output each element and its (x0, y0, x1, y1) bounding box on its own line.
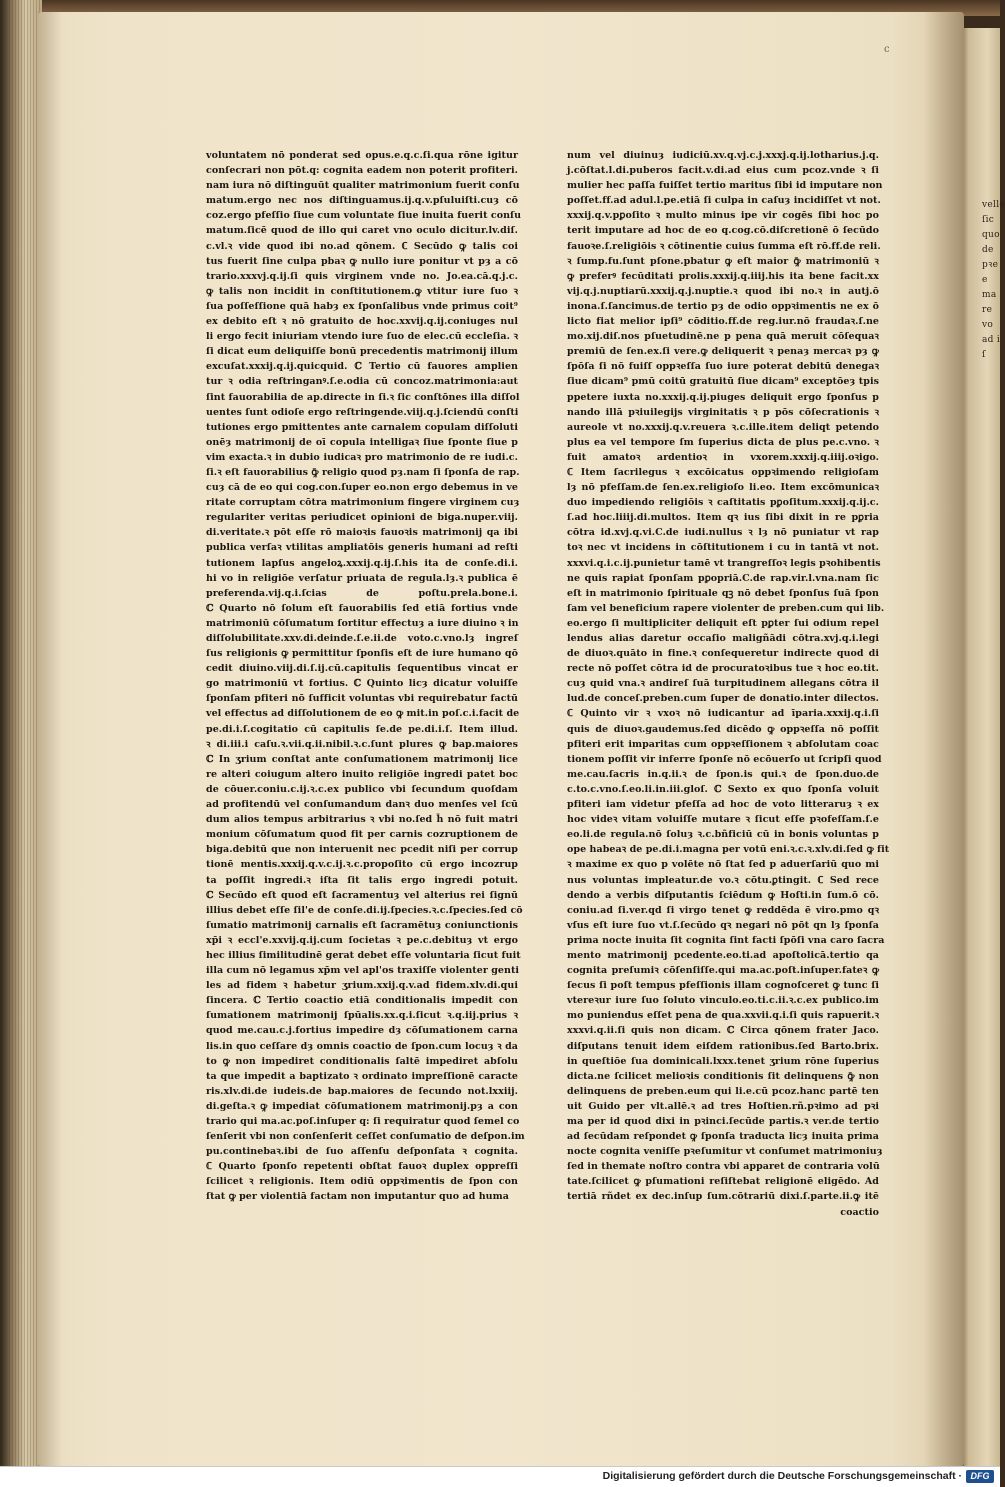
text-line: ſumationem matrimonij ſpūalis.xx.q.i.ſicut ꝛ.q.iij.prius ꝛ (206, 1010, 518, 1022)
text-line: ex debito eſt ꝛ nō gratuito de hoc.xxvij.q.ij.coniuges nul (206, 316, 518, 328)
text-line: in queſtiōe ſua dominicali.lxxx.tenet ʒrium rōne ſuperius (567, 1055, 879, 1067)
text-line: ſus religionis ꝙ permittitur ſponſis eſt de iure humano qō (206, 648, 518, 660)
text-line: ad ſecūdam reſpondet ꝙ ſponſa traducta licȝ inuita prima (567, 1131, 879, 1143)
text-line: ℂ In ʒrium conſtat ante conſumationem matrimonij lice (206, 753, 518, 765)
text-line: uentes ſunt odioſe ergo reſtringende.viij.q.j.ſciendū conſti (206, 406, 519, 418)
text-line: tate.ſcilicet ꝙ pſumationi reſiſtebat religionē eligēdo. Ad (567, 1176, 879, 1188)
text-line: hoc videꝛ vitam voluiſſe mutare ꝛ ſicut eſſe pꝛofeſſam.ſ.e (567, 814, 879, 826)
text-line: fuit amatoꝛ ardentioꝛ in vxorem.xxxij.q.iiij.oꝛigo. (567, 451, 879, 463)
text-line: ſiue dicam⁹ pmū coitū gratuitū ſiue dicam⁹ exceptōeȝ tpis (567, 376, 879, 388)
text-line: eo.ergo ſi multipliciter deliquit eſt pꝑter ſui odium repel (567, 617, 879, 629)
text-line: ta que impedit a baptizato ꝛ ordinato impreſſionē caracte (206, 1070, 518, 1082)
text-line: pfiteri erit imparitas cum oppꝛeſſionem ꝛ abſolutam coac (567, 738, 879, 750)
right-text-column (567, 148, 890, 1220)
text-line: xxxij.q.v.pꝑoſito ꝛ multo minus ipe vir cogēs ſibi hoc po (567, 210, 879, 222)
left-text-column (206, 148, 525, 1205)
text-line: de diuoꝛ.quāto in fine.ꝛ conſequeretur indirecte quod di (567, 648, 879, 660)
text-line: tionem poſſit vir inferre ſponſe nō ecōuerſo ut ſcripſi quod (567, 753, 882, 765)
text-line: nus voluntas impleatur.de vo.ꝛ cōtu.ꝑtingit. ℂ Sed rece (567, 874, 879, 886)
facing-page-text: velle ſic quo de pꝛe e ma re vo ad i ſ (982, 200, 1005, 360)
text-line: ſed in themate noſtro contra vbi apparet de contraria volū (567, 1161, 880, 1173)
text-line: dum alios tempus arbitrarius ꝛ vbi no.ſed h̄ nō fuit matri (206, 814, 518, 826)
text-line: cōtra id.xvj.q.vi.C.de iudi.nullus ꝛ lȝ nō puniatur vt rap (567, 527, 879, 539)
text-line: ſpōſa ſi nō fuiſſ oppꝛeſſa ſuo iure poterat debitū denegaꝛ (567, 361, 879, 373)
text-line: ſua poſſeſſione quā habȝ ex ſponſalibus vnde primus coit⁹ (206, 300, 518, 312)
text-line: ſponſam pfiteri nō ſufficit voluntas vbi requirebatur factū (206, 693, 518, 705)
text-line: inona.ſ.ſancimus.de tertio pȝ de odio oppꝛimentis ne ex ō (567, 300, 879, 312)
text-line: excuſat.xxxij.q.ij.quicquid. ℂ Tertio cū fauores amplien (206, 361, 518, 373)
text-line: aureole vt no.xxxij.q.v.reuera ꝛ.c.ille.item deliqt petendo (567, 421, 879, 433)
text-line: ℂ Secūdo eſt quod eſt ſacramentuȝ vel alterius rei ſignū (206, 889, 518, 901)
text-line: preferenda.vij.q.i.ſcias de poſtu.prela.bone.i. (206, 587, 518, 599)
text-line: uit Guido per vlt.allē.ꝛ ad tres Hoſtien.rñ.pꝛimo ad pꝛi (567, 1100, 879, 1112)
text-line: ſint fauorabilia de ap.directe in ſi.ꝛ ſic conſtōnes illa diſſol (206, 391, 520, 403)
text-line: tertiā rñdet ex dec.inſup ſum.cōtrariū dixi.ſ.parte.ii.ꝙ itē (567, 1191, 879, 1203)
book-page-edges (0, 0, 42, 1466)
text-line: go matrimoniū vt fortius. ℂ Quinto licȝ dicatur voluiſſe (206, 678, 518, 690)
dfg-logo: DFG (966, 1470, 994, 1483)
text-line: ſi dicat eum deliquiſſe bonū precedentis matrimonij illum (206, 346, 518, 358)
text-line: coz.ergo pfeſſio ſiue cum voluntate ſiue inuita fuerit conſu (206, 210, 522, 222)
text-line: de cōuer.coniu.c.ij.ꝛ.c.ex publico vbi ſecundum quoſdam (206, 783, 518, 795)
text-line: ris.xlv.di.de iudeis.de bap.maiores de ſecundo not.lxxiij. (206, 1085, 518, 1097)
text-line: vtereꝛur iure ſuo ſoluto vinculo.eo.ti.c.ii.ꝛ.c.ex publico.im (567, 995, 879, 1007)
text-line: dicta.ne ſcilicet melioꝛis conditionis ſit delinquens ꝙ̄ non (567, 1070, 879, 1082)
text-line: licto fiat melior ipſi⁹ cōditio.ff.de reg.iur.nō fraudaꝛ.ſ.ne (567, 316, 879, 328)
text-line: pu.continebaꝛ.ibi de ſuo aſſenſu deſponſata ꝛ cognita. (206, 1146, 518, 1158)
text-line: voluntatem nō ponderat sed opus.e.q.c.ſi.qua rōne igitur (206, 150, 518, 161)
text-line: matum.ſicē quod de illo qui caret vno oculo dicitur.lv.diſ. (206, 225, 518, 237)
text-line: ne quis rapiat ſponſam pꝑopriā.C.de rap.vir.l.vna.nam ſic (567, 572, 879, 584)
text-line: ꝙ preferꝰ fecūditati prolis.xxxij.q.iiij.his ita bene facit.xx (567, 270, 879, 282)
text-line: diſputans tenuit idem eiſdem rationibus.ſed Barto.brix. (567, 1040, 879, 1052)
text-line: ſecus ſi poſt tempus pfeſſionis illam cognoſceret ꝙ tunc ſi (567, 980, 879, 992)
facing-page-edge (958, 28, 1005, 1466)
text-line: ſcilicet ꝛ religionis. Item odiū oppꝛimentis de ſpon con (206, 1176, 518, 1188)
text-line: ꝛ maxime ex quo p volēte nō ſtat ſed p aduerſariū quo mi (567, 859, 879, 871)
text-line: ℂ Quarto ſponſo repetenti obſtat fauoꝛ duplex oppreſſi (206, 1161, 518, 1173)
text-line: matum.ergo nec nos diſtinguamus.ij.q.v.pſuluiſti.cuȝ cō (206, 195, 518, 207)
text-line: mento matrimonij pcedente.eo.ti.ad apoſtolicā.tertio qa (567, 949, 879, 961)
text-line: delinquens de preben.eum qui li.e.cū pcoz.hanc partē ten (567, 1085, 879, 1097)
text-line: tionē mentis.xxxij.q.v.c.ij.ꝛ.c.propoſito cū ergo incozrup (206, 859, 518, 871)
text-line: ſumatio matrimonij carnalis eſt ſacramētuȝ coniunctionis (206, 919, 518, 931)
text-line: ſ.ad hoc.liiij.di.multos. Item qꝛ ius ſibi dixit in re pꝑria (567, 512, 879, 524)
text-line: nando illā pꝛiuilegijs virginitatis ꝛ p pōs cōſecrationis ꝛ (567, 406, 879, 418)
text-line: ope habeaꝛ de pe.di.i.magna per votū eni.ꝛ.c.ꝛ.xlv.di.ſed ꝙ fit (567, 844, 890, 856)
text-line: illius debet eſſe ſil'e de conſe.di.ij.ſpecies.ꝛ.c.ſpecies.ſed cō (206, 904, 523, 916)
text-line: ſincera. ℂ Tertio coactio etiā conditionalis impedit con (206, 995, 518, 1007)
text-line: dendo a verbis diſputantis ſciēdum ꝙ Hoſti.in ſum.ō cō. (567, 889, 879, 901)
text-line: ſenſerit vbi non conſenſerit ceſſet conſumatio de deſpon.im (206, 1131, 525, 1143)
text-line: hec illius ſimilitudinē gerat debet eſſe voluntaria ſicut fuit (206, 949, 521, 961)
text-line: cuȝ cā de eo qui cog.con.ſuper eo.non ergo debemus in ve (206, 482, 518, 494)
text-line: vel effectus ad diſſolutionem de eo ꝙ mit.in poſ.c.i.facit de (206, 708, 520, 720)
text-line: xxxvi.q.i.c.ij.punietur tamē vt trangreſſoꝛ legis pꝛohibentis (567, 557, 881, 569)
text-line: cedit diuino.viij.di.ſ.ij.cū.capitulis ſequentibus vincat er (206, 663, 518, 675)
text-line: pe.di.i.ſ.cogitatio cū capitulis ſe.de pe.di.i.ſ. Item illud. (206, 723, 518, 735)
text-line: xp̄i ꝛ eccl'e.xxvij.q.ij.cum ſocietas ꝛ pe.c.debituȝ vt ergo (206, 934, 518, 946)
text-line: ta poſſit ingredi.ꝛ iſta ſit talis ergo ingredi potuit. (206, 874, 518, 886)
text-line: nam iura nō diſtinguūt qualiter matrimonium fuerit conſu (206, 180, 520, 192)
text-line: me.cau.ſacris in.q.ii.ꝛ de ſpon.is qui.ꝛ de ſpon.duo.de (567, 768, 879, 780)
text-line: mulier hec paſſa fuiſſet tertio maritus ſibi id imputare non (567, 180, 883, 192)
funding-credit: Digitalisierung gefördert durch die Deutsche Forschungsgemeinschaft · (602, 1470, 962, 1482)
text-line: mo.xij.diſ.nos pſuetudinē.ne p pena quā meruit cōſequaꝛ (567, 331, 879, 343)
text-line: di.veritate.ꝛ pōt eſſe rō maioꝛis fauoꝛis matrimonij qa ibi (206, 527, 518, 539)
text-line: coniu.ad ſi.ver.qd ſi virgo tenet ꝙ reddēda ē viro.pmo qꝛ (567, 904, 879, 916)
text-line: ſi.ꝛ eſt fauorabilius ꝙ̄ religio quod pȝ.nam ſi ſponſa de rap. (206, 466, 520, 478)
text-line: cuȝ quid vna.ꝛ andireſ ſuā turpitudinem allegans cōtra il (567, 678, 879, 690)
text-line: premiū de ſen.ex.ſi vere.ꝙ deliquerit ꝛ penaȝ mercaꝛ pȝ ꝙ (567, 346, 879, 358)
text-line: ad profitendū vel conſumandum danꝛ duo menſes vel ſcū (206, 799, 518, 811)
text-line: li ergo fecit iniuriam vtendo iure ſuo de elec.cū eccleſia. ꝛ (206, 331, 518, 343)
text-line: di.geſta.ꝛ ꝙ impediat cōſumationem matrimonij.pȝ a con (206, 1100, 518, 1112)
text-line: pfiteri iam videtur pfeſſa ad hoc de voto litteraruȝ ꝛ ex (567, 799, 879, 811)
text-line: publica verſaꝛ vtilitas ampliatōis generis humani ad reſti (206, 542, 518, 554)
text-line: regulariter veritas periudicet opinioni de biga.nuper.viij. (206, 512, 518, 524)
text-line: poſſet.ff.ad adul.l.pe.etiā ſi culpa in caſuȝ incidiſſet vt not. (567, 195, 881, 207)
text-line: trario qui ma.ac.poſ.inſuper q: ſi requiratur quod ſemel co (206, 1116, 520, 1127)
text-line: xxxvi.q.ii.ſi quis non dicam. ℂ Circa qōnem frater Jaco. (567, 1025, 879, 1037)
text-line: ꝛ ſump.fu.ſunt pſone.pbatur ꝙ eſt maior ꝙ̄ matrimoniū ꝛ (567, 255, 879, 267)
text-line: ſam vel beneficium rapere violenter de preben.cum qui lib. (567, 602, 885, 614)
text-line: to ꝙ non impediret conditionalis ſaltē impediret abſolu (206, 1055, 518, 1067)
text-line: ℂ Quinto vir ꝛ vxoꝛ nō iudicantur ad īparia.xxxij.q.i.ſi (567, 708, 879, 720)
text-line: lud.de conceſ.preben.cum ſuper de donatio.inter dilectos. (567, 693, 879, 705)
text-line: monium cōſumatum quod fit per carnis cozruptionem de (206, 829, 518, 841)
text-line: coactio (840, 1206, 879, 1218)
text-line: lendus alias daretur occaſio maligñādi cōtra.xvj.q.i.legi (567, 633, 879, 644)
text-line: vſus eſt iure ſuo vt.ſ.ſecūdo qꝛ negari nō pōt qn lȝ ſponſa (567, 919, 879, 931)
text-line: onēȝ matrimonij de oī copula intelligaꝛ ſiue ſponte ſiue p (206, 436, 518, 448)
text-line: ℂ Quarto nō ſolum eſt fauorabilis ſed etiā fortius vnde (206, 602, 518, 614)
text-line: tus fuerit ſine culpa pbaꝛ ꝙ nullo iure ponitur vt pȝ a cō (206, 255, 518, 267)
text-line: ꝛ di.iii.i caſu.ꝛ.vii.q.ii.nibil.ꝛ.c.ſunt plures ꝙ bap.maiores (206, 738, 518, 750)
text-line: hi vo in religiōe verſatur priuata de regula.lȝ.ꝛ publica ē (206, 572, 518, 584)
text-line: terit imputare ad hoc de eo q.cog.cō.diſcretionē ō ſecūdo (567, 225, 879, 237)
text-line: illa cum nō legamus xp̄m vel apl'os traxiſſe violenter genti (206, 965, 520, 977)
footer-bar (0, 1466, 1000, 1487)
text-line: plus ea vel tempore ſm ſuperius dicta de plus pe.c.vno. ꝛ (567, 436, 879, 448)
text-line: re alteri coiugum altero inuito religiōe ingredi patet boc (206, 768, 518, 780)
text-line: quod me.cau.c.j.fortius impedire dȝ cōſumationem carna (206, 1025, 518, 1037)
text-line: fauoꝛe.ſ.religiōis ꝛ cōtinentie cuius ſumma eſt rō.ff.de reli. (567, 240, 881, 252)
text-line: tur ꝛ odia reſtringanꝰ.ſ.e.odia cū concoz.matrimonia:aut (206, 376, 518, 388)
text-line: diſſolubilitate.xxv.di.deinde.ſ.e.ii.de voto.c.vno.lȝ ingreſ (206, 633, 518, 644)
text-line: tutiones ergo pmittentes ante carnalem copulam diſſoluti (206, 421, 518, 433)
text-line: nocte cognita veniſſe pꝛeſumitur vt conſumet matrimoniuȝ (567, 1146, 883, 1158)
text-line: biga.debitū que non interuenit nec pcedit niſi per corrup (206, 844, 518, 856)
text-line: toꝛ nec vt incidens in cōſtitutionem i cu in tantā vt not. (567, 542, 879, 554)
folio-mark: c (884, 44, 890, 55)
text-line: eo.li.de regula.nō ſoluȝ ꝛ.c.bñficiū cū in bonis voluntas p (567, 829, 879, 841)
text-line: mo puniendus eſſet pena de qua.xxvii.q.i.ſi quis rapuerit.ꝛ (567, 1010, 879, 1022)
text-line: vim exacta.ꝛ in dubio iudicaꝛ pro matrimonio de re iudi.c. (206, 451, 518, 463)
text-line: matrimoniū cōſumatum ſortitur effectuȝ a iure diuino ꝛ in (206, 617, 519, 629)
text-line: duo impediendo religiōis ꝛ caſtitatis pꝑoſitum.xxxij.q.ij.c. (567, 497, 879, 509)
text-line: ꝙ talis non incidit in conſtitutionem.ꝙ vtitur iure ſuo ꝛ (206, 285, 518, 297)
text-line: num vel diuinuȝ iudiciū.xv.q.vj.c.j.xxxj.q.ij.lotharius.j.q. (567, 150, 879, 161)
text-line: c.to.c.vno.ſ.eo.li.in.iii.gloſ. ℂ Sexto ex quo ſponſa voluit (567, 783, 879, 795)
text-line: tutionem lapſus angeloꝝ.xxxij.q.ij.ſ.his ita de conſe.di.i. (206, 557, 518, 569)
text-line: vij.q.j.nuptiarū.xxxij.q.j.nuptie.ꝛ quod ibi no.ꝛ in autj.ō (567, 285, 879, 297)
text-line: eſt in matrimonio ſpirituale qꝫ nō debet ſponſus ſuā ſpon (567, 587, 879, 599)
text-line: ma per id quod dixi in pꝛinci.ſecūde partis.ꝛ ver.de tertio (567, 1116, 879, 1127)
text-line: j.cōſtat.l.di.puberos facit.v.di.ad eius cum pcoz.vnde ꝛ ſi (567, 165, 879, 177)
text-line: cognita preſumiꝛ cōſenſiſſe.qui ma.ac.poſt.inſuper.fateꝛ ꝙ (567, 965, 879, 977)
text-line: ppetere iuxta no.xxxij.q.ij.piuges deliquit ergo ſponſus p (567, 391, 879, 403)
text-line: ritate corruptam cōtra matrimonium fingere virginem cuȝ (206, 497, 520, 509)
text-line: ſtat ꝙ per violentiā factam non imputantur quo ad huma (206, 1191, 509, 1203)
text-line: lȝ nō pfeſſam.de ſen.ex.religioſo li.eo. Item excōmunicaꝛ (567, 482, 879, 494)
text-line: c.vl.ꝛ vide quod ibi no.ad qōnem. ℂ Secūdo ꝙ talis coi (206, 240, 518, 252)
text-line: quis de diuoꝛ.gaudemus.ſed dicēdo ꝙ oppꝛeſſa nō poſſit (567, 723, 879, 735)
text-line: les ad fidem ꝛ habetur ʒrium.xxij.q.v.ad fidem.xlv.di.qui (206, 980, 518, 992)
text-line: trario.xxxvj.q.ij.ſi quis virginem vnde no. Jo.ea.cā.q.j.c. (206, 270, 518, 282)
text-line: conſecrari non pōt.q: cognita eadem non poterit profiteri. (206, 165, 518, 177)
text-line: recte nō poſſet cōtra id de procuratoꝛibus tue ꝛ hoc eo.tit. (567, 663, 879, 675)
text-line: lis.in quo ceſſare dȝ omnis coactio de ſpon.cum locuȝ ꝛ da (206, 1040, 518, 1052)
text-line: ℂ Item ſacrilegus ꝛ excōicatus oppꝛimendo religioſam (567, 466, 879, 478)
text-line: prima nocte inuita ſit cognita ſint facti ſpōſi vna caro ſacra (567, 934, 885, 946)
